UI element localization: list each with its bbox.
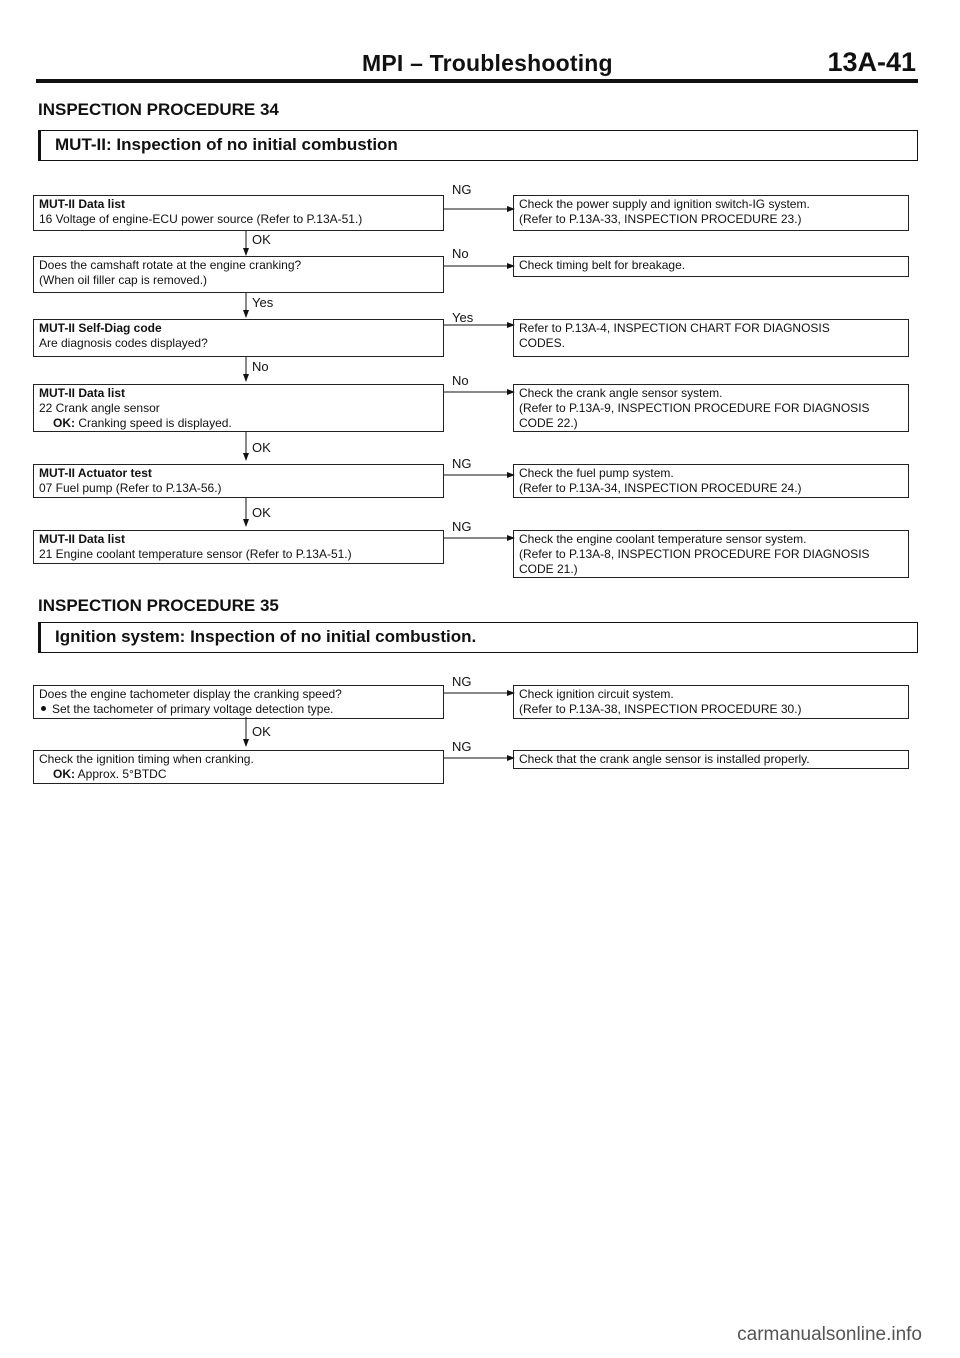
next-label-5: OK bbox=[252, 505, 271, 520]
check-3-line2: Are diagnosis codes displayed? bbox=[39, 336, 208, 350]
check-4-line1: MUT-II Data list bbox=[39, 386, 126, 400]
result-box-3 bbox=[513, 319, 909, 357]
result-4-line1: Check the crank angle sensor system. bbox=[519, 386, 723, 400]
check-8-ok-text: Approx. 5°BTDC bbox=[77, 767, 167, 781]
check-5-line2: 07 Fuel pump (Refer to P.13A-56.) bbox=[39, 481, 222, 495]
check-6-line2: 21 Engine coolant temperature sensor (Refer to P.13A-51.) bbox=[39, 547, 352, 561]
check-3-line1: MUT-II Self-Diag code bbox=[39, 321, 162, 335]
result-3-line2: CODES. bbox=[519, 336, 566, 350]
result-7-line2: (Refer to P.13A-38, INSPECTION PROCEDURE 30.) bbox=[519, 702, 802, 716]
next-label-4: OK bbox=[252, 440, 271, 455]
result-box-1 bbox=[513, 195, 909, 231]
procedure-35-title: INSPECTION PROCEDURE 35 bbox=[38, 596, 279, 615]
branch-label-2: No bbox=[452, 246, 469, 261]
result-8-line1: Check that the crank angle sensor is installed properly. bbox=[519, 752, 810, 766]
branch-label-1: NG bbox=[452, 182, 472, 197]
check-box-8 bbox=[33, 750, 444, 784]
check-5-line1: MUT-II Actuator test bbox=[39, 466, 152, 480]
result-3-line1: Refer to P.13A-4, INSPECTION CHART FOR DIAGNOSIS bbox=[519, 321, 830, 335]
result-6-line3: CODE 21.) bbox=[519, 562, 578, 576]
check-box-7 bbox=[33, 685, 444, 719]
result-6-line2: (Refer to P.13A-8, INSPECTION PROCEDURE FOR DIAGNOSIS bbox=[519, 547, 870, 561]
procedure-34-title: INSPECTION PROCEDURE 34 bbox=[38, 100, 279, 119]
check-box-1 bbox=[33, 195, 444, 231]
check-1-line2: 16 Voltage of engine-ECU power source (Refer to P.13A-51.) bbox=[39, 212, 363, 226]
check-7-line2: Set the tachometer of primary voltage detection type. bbox=[52, 702, 334, 716]
result-7-line1: Check ignition circuit system. bbox=[519, 687, 674, 701]
check-box-4 bbox=[33, 384, 444, 432]
result-2-line1: Check timing belt for breakage. bbox=[519, 258, 686, 272]
result-box-8 bbox=[513, 750, 909, 769]
result-box-2 bbox=[513, 256, 909, 277]
result-4-line3: CODE 22.) bbox=[519, 416, 578, 430]
check-box-2 bbox=[33, 256, 444, 293]
check-box-3 bbox=[33, 319, 444, 357]
result-box-7 bbox=[513, 685, 909, 719]
branch-label-7: NG bbox=[452, 674, 472, 689]
bullet-icon bbox=[41, 706, 46, 711]
result-box-6 bbox=[513, 530, 909, 578]
check-box-5 bbox=[33, 464, 444, 498]
result-1-line1: Check the power supply and ignition switch-IG system. bbox=[519, 197, 810, 211]
result-4-line2: (Refer to P.13A-9, INSPECTION PROCEDURE FOR DIAGNOSIS bbox=[519, 401, 870, 415]
check-8-line1: Check the ignition timing when cranking. bbox=[39, 752, 254, 766]
check-2-line1: Does the camshaft rotate at the engine cranking? bbox=[39, 258, 302, 272]
procedure-34-banner: MUT-II: Inspection of no initial combustion bbox=[38, 130, 918, 161]
branch-label-3: Yes bbox=[452, 310, 474, 325]
result-6-line1: Check the engine coolant temperature sensor system. bbox=[519, 532, 807, 546]
check-8-ok-label: OK: bbox=[53, 767, 75, 781]
page-title: MPI – Troubleshooting bbox=[362, 50, 613, 76]
branch-label-5: NG bbox=[452, 456, 472, 471]
result-5-line1: Check the fuel pump system. bbox=[519, 466, 674, 480]
check-4-ok-label: OK: bbox=[53, 416, 75, 430]
next-label-1: OK bbox=[252, 232, 271, 247]
procedure-35-banner: Ignition system: Inspection of no initial combustion. bbox=[38, 622, 918, 653]
branch-label-4: No bbox=[452, 373, 469, 388]
check-box-6 bbox=[33, 530, 444, 564]
check-6-line1: MUT-II Data list bbox=[39, 532, 126, 546]
result-box-4 bbox=[513, 384, 909, 432]
page-number: 13A-41 bbox=[827, 47, 916, 77]
next-label-2: Yes bbox=[252, 295, 274, 310]
result-1-line2: (Refer to P.13A-33, INSPECTION PROCEDURE 23.) bbox=[519, 212, 802, 226]
next-label-3: No bbox=[252, 359, 269, 374]
check-1-line1: MUT-II Data list bbox=[39, 197, 126, 211]
next-label-7: OK bbox=[252, 724, 271, 739]
result-5-line2: (Refer to P.13A-34, INSPECTION PROCEDURE 24.) bbox=[519, 481, 802, 495]
check-7-line1: Does the engine tachometer display the cranking speed? bbox=[39, 687, 342, 701]
branch-label-8: NG bbox=[452, 739, 472, 754]
result-box-5 bbox=[513, 464, 909, 498]
check-4-ok-text: Cranking speed is displayed. bbox=[78, 416, 232, 430]
check-4-line2: 22 Crank angle sensor bbox=[39, 401, 160, 415]
watermark-text: carmanualsonline.info bbox=[737, 1324, 922, 1345]
branch-label-6: NG bbox=[452, 519, 472, 534]
check-2-line2: (When oil filler cap is removed.) bbox=[39, 273, 208, 287]
